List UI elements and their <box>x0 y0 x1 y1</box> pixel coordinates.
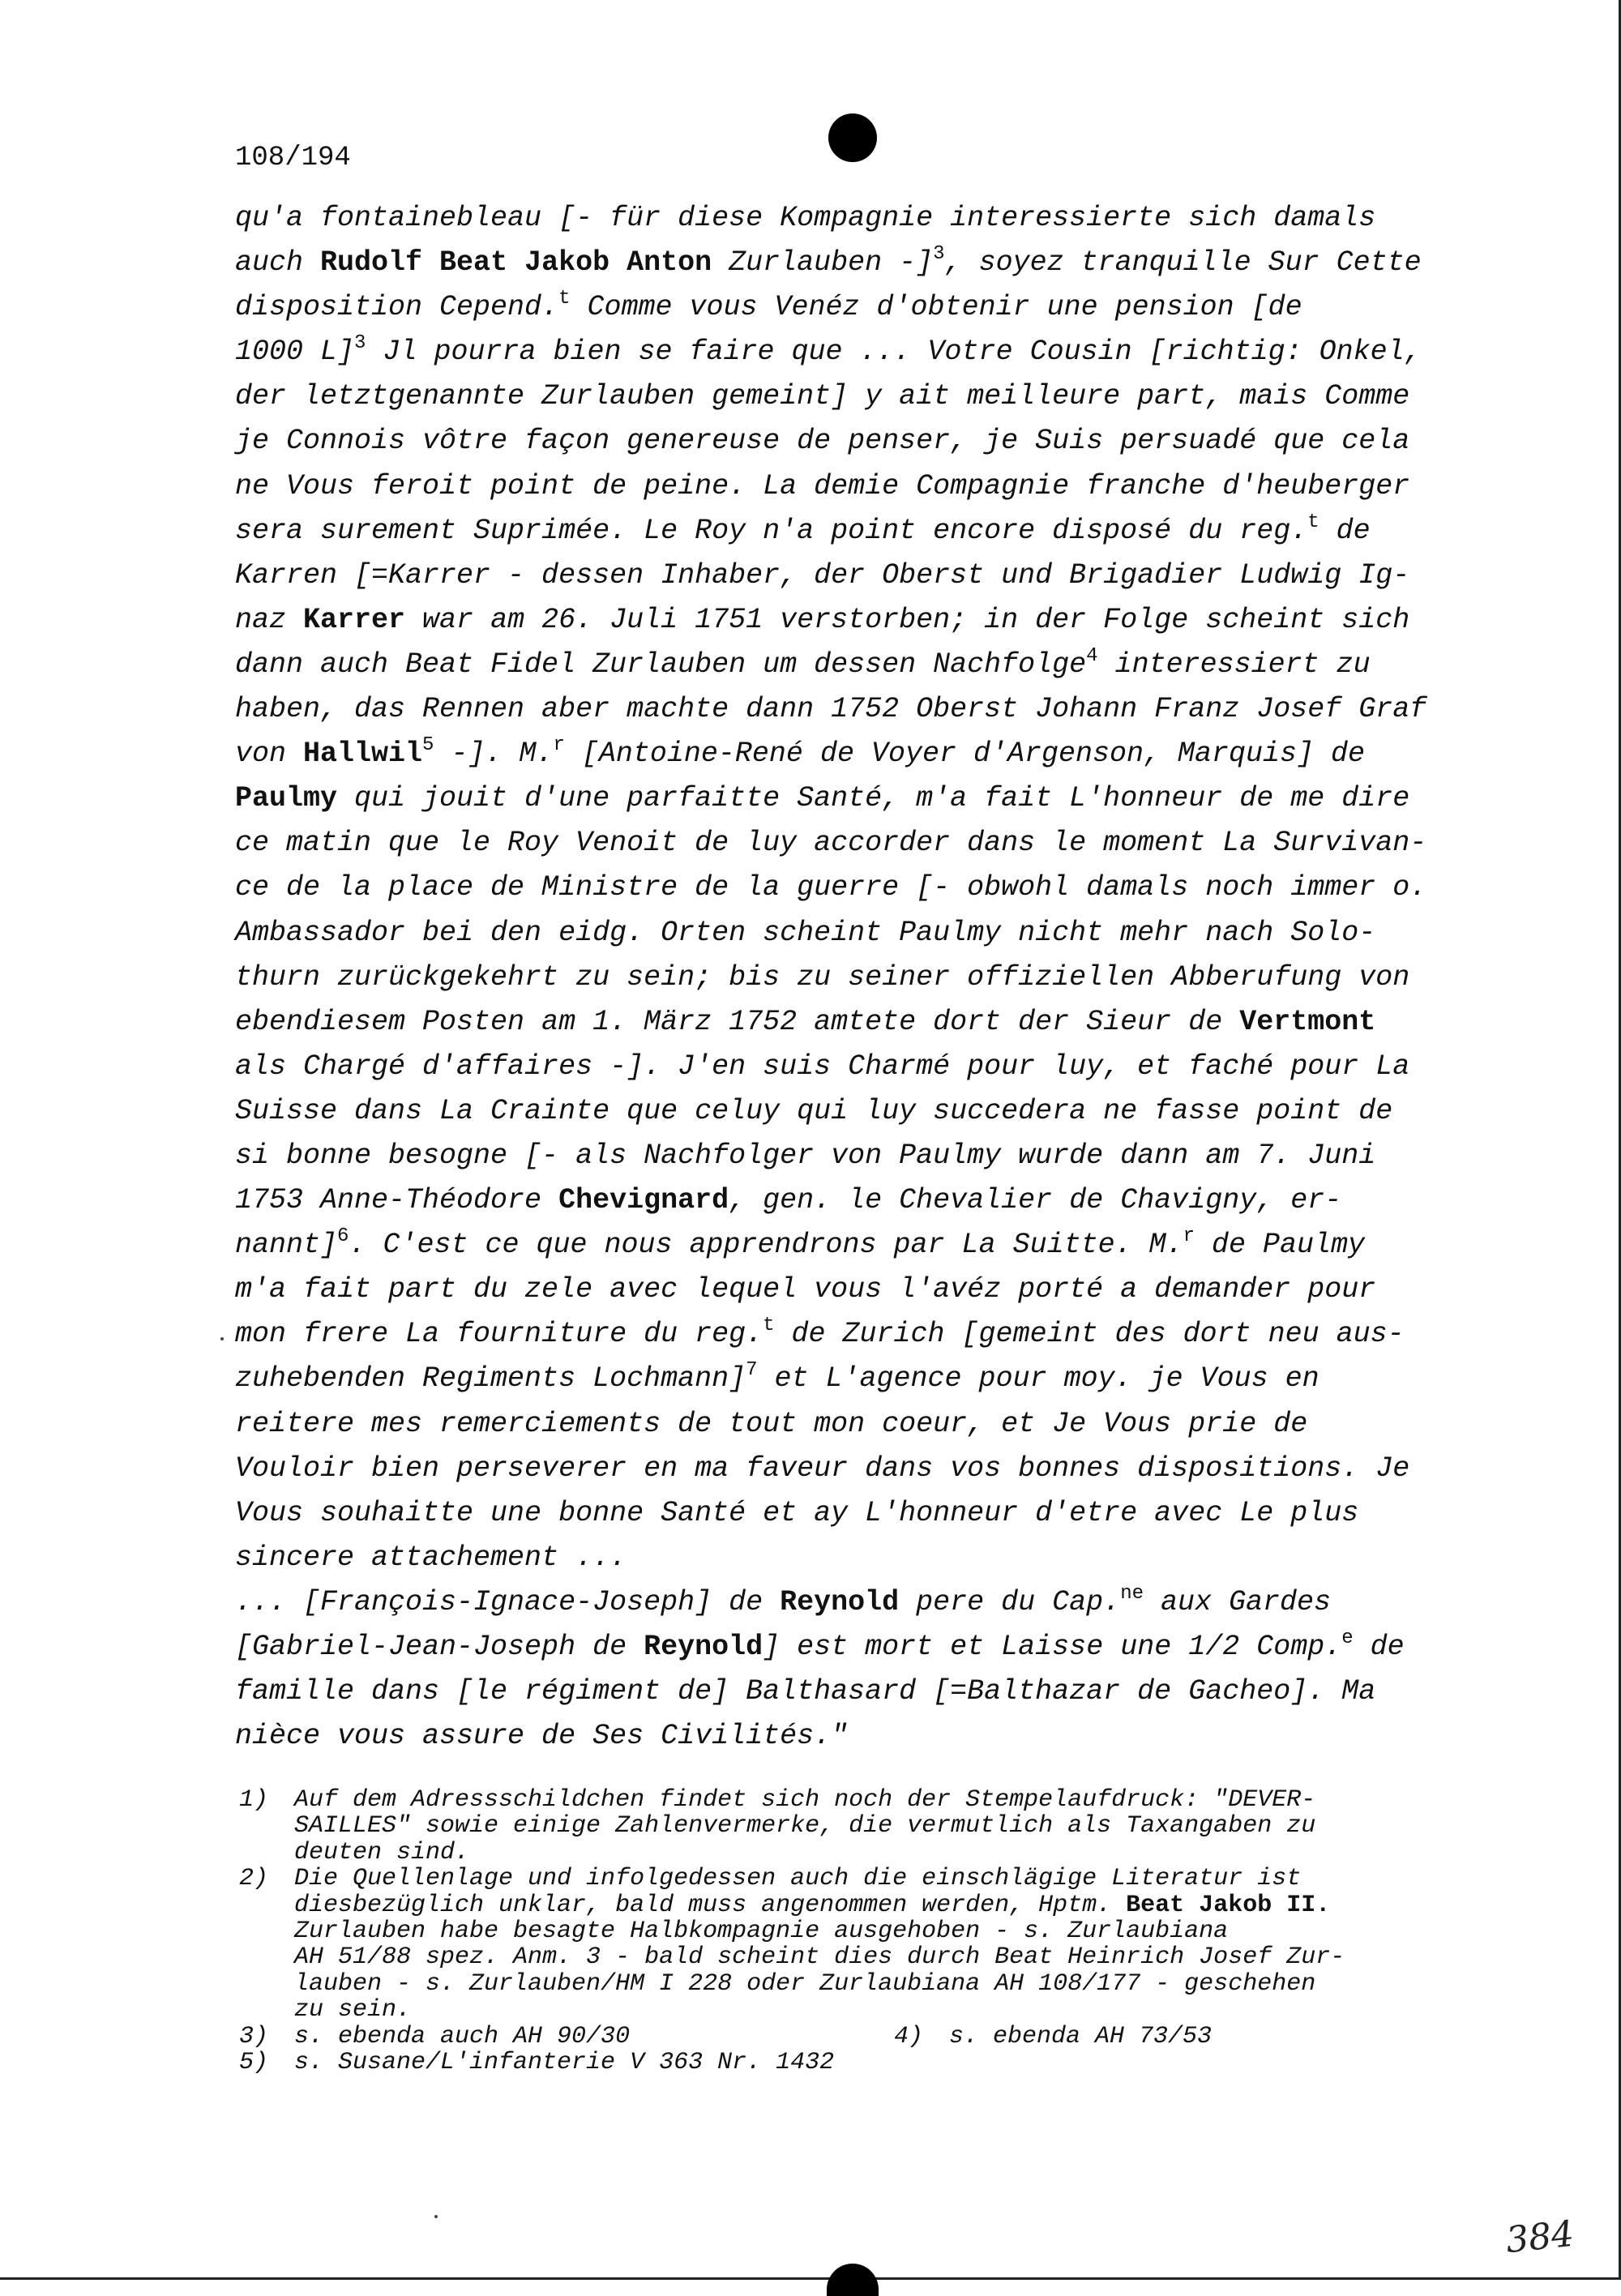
text-line: als Chargé d'affaires -]. J'en suis Charmé pour luy, et faché pour La <box>235 1050 1410 1083</box>
text-line: haben, das Rennen aber machte dann 1752 Oberst Johann Franz Josef Graf <box>235 693 1427 726</box>
text-line: mon frere La fourniture du reg.$^t$ de Zurich [gemeint des dort neu aus- <box>235 1315 1405 1351</box>
text-line: Karren [=Karrer - dessen Inhaber, der Oberst und Brigadier Ludwig Ig- <box>235 558 1410 592</box>
text-line: von Hallwil$^5$ -]. M.$^r$ [Antoine-René de Voyer d'Argenson, Marquis] de <box>235 734 1366 771</box>
text-line: zuhebenden Regiments Lochmann]$^7$ et L'agence pour moy. je Vous en <box>235 1359 1319 1396</box>
text-line: nièce vous assure de Ses Civilités." <box>235 1720 849 1753</box>
text-line: famille dans [le régiment de] Balthasard [=Balthazar de Gacheo]. Ma <box>235 1675 1376 1708</box>
text-line: reitere mes remerciements de tout mon coeur, et Je Vous prie de <box>235 1407 1308 1440</box>
text-line: Ambassador bei den eidg. Orten scheint Paulmy nicht mehr nach Solo- <box>235 916 1376 949</box>
text-line: dann auch Beat Fidel Zurlauben um dessen Nachfolge$^4$ interessiert zu <box>235 644 1371 681</box>
footnote-2: 2) Die Quellenlage und infolgedessen auch die einschlägige Literatur ist diesbezüglich unklar, bald muss angenommen werden, Hptm. Beat Jakob II. Zurlauben habe besagte Halbkompagnie ausgehoben - s. Zurlaubiana AH 51/88 spez. Anm. 3 - bald scheint dies durch Beat Heinrich Josef Zur- lauben - s. Zurlauben/HM I 228 oder Zurlaubiana AH 108/177 - geschehen zu sein. <box>239 1865 1345 2024</box>
text-line: der letztgenannte Zurlauben gemeint] y ait meilleure part, mais Comme <box>235 380 1410 413</box>
footnote-3: 3) s. ebenda auch AH 90/30 <box>239 2022 631 2050</box>
text-line: ne Vous feroit point de peine. La demie Compagnie franche d'heuberger <box>235 469 1410 502</box>
text-line: 1000 L]$^3$ Jl pourra bien se faire que ... Votre Cousin [richtig: Onkel, <box>235 332 1422 369</box>
text-line: m'a fait part du zele avec lequel vous l'avéz porté a demander pour <box>235 1273 1376 1306</box>
page-number: 108/194 <box>235 143 351 173</box>
letter-body-text <box>235 196 1467 1759</box>
footnote-1: 1) Auf dem Adressschildchen findet sich noch der Stempelaufdruck: "DEVER- SAILLES" sowie einige Zahlenvermerke, die vermutlich als Taxangaben zu deuten sind. <box>239 1786 1316 1866</box>
text-line: qu'a fontainebleau [- für diese Kompagnie interessierte sich damals <box>235 202 1376 234</box>
text-line: auch Rudolf Beat Jakob Anton Zurlauben -]$^3$, soyez tranquille Sur Cette <box>235 243 1422 280</box>
text-line: Vouloir bien perseverer en ma faveur dans vos bonnes dispositions. Je <box>235 1452 1410 1485</box>
text-line: 1753 Anne-Théodore Chevignard, gen. le Chevalier de Chavigny, er- <box>235 1184 1342 1217</box>
text-line: sera surement Suprimée. Le Roy n'a point encore disposé du reg.$^t$ de <box>235 511 1371 547</box>
footnote-4: 4) s. ebenda AH 73/53 <box>894 2022 1213 2050</box>
text-line: ce de la place de Ministre de la guerre [- obwohl damals noch immer o. <box>235 871 1427 904</box>
text-line: nannt]$^6$. C'est ce que nous apprendrons par La Suitte. M.$^r$ de Paulmy <box>235 1225 1366 1262</box>
text-line: Suisse dans La Crainte que celuy qui luy succedera ne fasse point de <box>235 1094 1393 1127</box>
text-line: ebendiesem Posten am 1. März 1752 amtete dort der Sieur de Vertmont <box>235 1005 1376 1038</box>
text-line: naz Karrer war am 26. Juli 1751 verstorben; in der Folge scheint sich <box>235 603 1410 636</box>
text-line: si bonne besogne [- als Nachfolger von Paulmy wurde dann am 7. Juni <box>235 1139 1376 1172</box>
text-line: sincere attachement ... <box>235 1541 627 1574</box>
text-line: ce matin que le Roy Venoit de luy accorder dans le moment La Survivan- <box>235 827 1427 860</box>
punch-hole-top <box>828 113 877 162</box>
handwritten-page-number: 384 <box>1503 2213 1576 2262</box>
text-line: Paulmy qui jouit d'une parfaitte Santé, m'a fait L'honneur de me dire <box>235 782 1410 815</box>
footnote-row <box>239 2024 1471 2050</box>
footnotes <box>239 1787 1471 2076</box>
text-line: thurn zurückgekehrt zu sein; bis zu seiner offiziellen Abberufung von <box>235 960 1410 994</box>
text-line: ... [François-Ignace-Joseph] de Reynold pere du Cap.$^{ne}$ aux Gardes <box>235 1582 1332 1618</box>
text-line: je Connois vôtre façon genereuse de penser, je Suis persuadé que cela <box>235 425 1410 458</box>
text-line: [Gabriel-Jean-Joseph de Reynold] est mort et Laisse une 1/2 Comp.$^e$ de <box>235 1627 1405 1663</box>
speck <box>434 2215 438 2218</box>
text-line: Vous souhaitte une bonne Santé et ay L'honneur d'etre avec Le plus <box>235 1496 1359 1529</box>
speck <box>220 1337 224 1340</box>
text-line: disposition Cepend.$^t$ Comme vous Venéz d'obtenir une pension [de <box>235 288 1302 324</box>
footnote-5: 5) s. Susane/L'infanterie V 363 Nr. 1432 <box>239 2049 835 2077</box>
